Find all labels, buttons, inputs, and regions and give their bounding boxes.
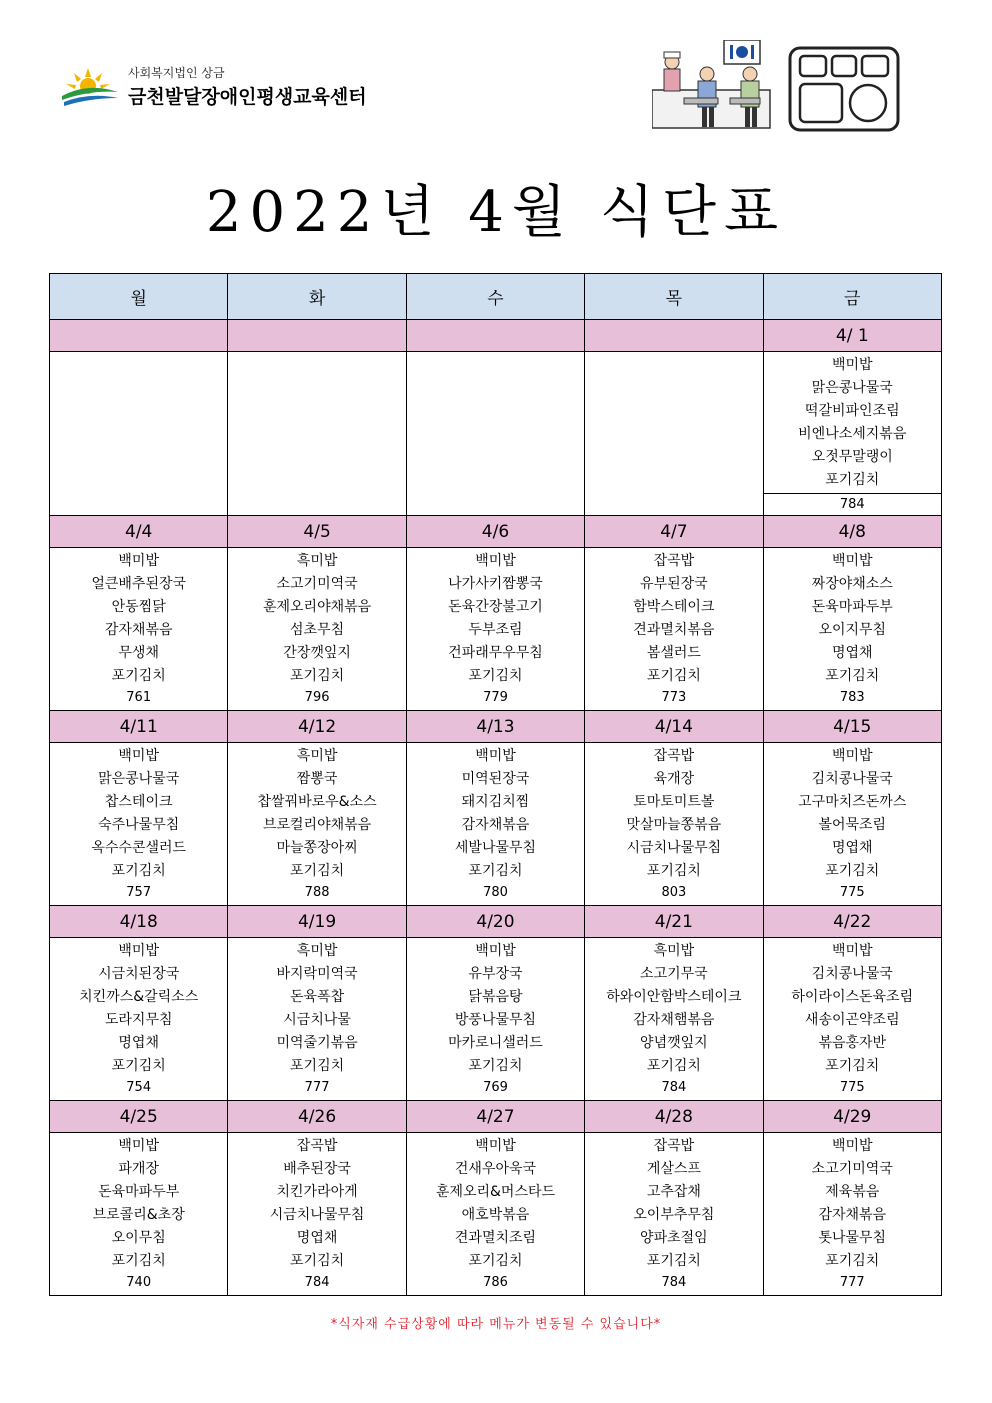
date-cell: 4/8 bbox=[763, 516, 941, 548]
date-row bbox=[50, 1101, 942, 1133]
calorie-value: 775 bbox=[839, 885, 865, 900]
calorie-value: 796 bbox=[304, 690, 330, 705]
menu-item: 포기김치 bbox=[290, 1253, 345, 1269]
menu-item: 포기김치 bbox=[290, 863, 345, 879]
calorie-value: 784 bbox=[661, 1275, 687, 1290]
menu-item: 백미밥 bbox=[831, 1138, 873, 1154]
menu-item: 치킨까스&갈릭소스 bbox=[79, 989, 199, 1005]
menu-item: 잡곡밥 bbox=[296, 1138, 338, 1154]
date-row bbox=[50, 711, 942, 743]
menu-item: 포기김치 bbox=[111, 863, 166, 879]
menu-item: 볶음홍자반 bbox=[818, 1035, 887, 1051]
menu-item: 미역된장국 bbox=[461, 771, 530, 787]
menu-item: 명엽채 bbox=[831, 645, 873, 661]
day-menu-cell bbox=[763, 1133, 941, 1296]
menu-item: 브로컬리야채볶음 bbox=[262, 817, 372, 833]
menu-list bbox=[764, 352, 941, 492]
menu-item: 배추된장국 bbox=[283, 1161, 351, 1177]
menu-item: 미역줄기볶음 bbox=[276, 1035, 358, 1051]
calorie-value: 784 bbox=[661, 1080, 687, 1095]
date-cell: 4/29 bbox=[763, 1101, 941, 1133]
date-cell: 4/4 bbox=[50, 516, 228, 548]
menu-item: 세발나물무침 bbox=[454, 840, 537, 856]
calorie-value: 773 bbox=[661, 690, 687, 705]
menu-row bbox=[50, 743, 942, 906]
menu-item: 잡곡밥 bbox=[653, 748, 695, 764]
org-subtitle: 사회복지법인 상금 bbox=[128, 66, 225, 80]
menu-item: 백미밥 bbox=[831, 748, 873, 764]
menu-item: 마늘쫑장아찌 bbox=[276, 840, 358, 856]
date-cell: 4/26 bbox=[228, 1101, 406, 1133]
menu-row bbox=[50, 352, 942, 516]
menu-row bbox=[50, 1133, 942, 1296]
menu-item: 견과멸치볶음 bbox=[633, 622, 715, 638]
menu-item: 하이라이스돈육조림 bbox=[791, 989, 914, 1005]
menu-list bbox=[407, 352, 584, 354]
date-cell: 4/14 bbox=[585, 711, 763, 743]
day-menu-cell bbox=[406, 938, 584, 1101]
day-menu-cell bbox=[50, 548, 228, 711]
day-menu-cell bbox=[228, 743, 406, 906]
menu-item: 하와이안함박스테이크 bbox=[606, 989, 742, 1005]
menu-item: 명엽채 bbox=[296, 1230, 338, 1246]
menu-item: 돈육마파두부 bbox=[98, 1184, 180, 1200]
menu-item: 닭볶음탕 bbox=[468, 989, 523, 1005]
menu-item: 돼지김치찜 bbox=[461, 794, 530, 810]
menu-item: 흑미밥 bbox=[653, 943, 695, 959]
day-menu-cell bbox=[585, 352, 763, 516]
date-row bbox=[50, 516, 942, 548]
menu-item: 백미밥 bbox=[831, 553, 873, 569]
menu-item: 포기김치 bbox=[646, 1058, 701, 1074]
menu-item: 감자채볶음 bbox=[104, 622, 173, 638]
menu-item: 애호박볶음 bbox=[461, 1207, 530, 1223]
menu-item: 포기김치 bbox=[111, 668, 166, 684]
menu-item: 포기김치 bbox=[825, 472, 880, 488]
menu-list bbox=[50, 743, 227, 883]
menu-item: 마카로니샐러드 bbox=[448, 1035, 543, 1051]
menu-item: 포기김치 bbox=[825, 863, 880, 879]
date-cell: 4/19 bbox=[228, 906, 406, 938]
menu-item: 감자채햄볶음 bbox=[633, 1012, 715, 1028]
menu-item: 게살스프 bbox=[646, 1161, 701, 1177]
menu-row bbox=[50, 548, 942, 711]
menu-item: 포기김치 bbox=[290, 668, 345, 684]
menu-list bbox=[764, 1133, 941, 1273]
menu-list bbox=[585, 938, 762, 1078]
menu-item: 포기김치 bbox=[825, 1253, 880, 1269]
menu-item: 포기김치 bbox=[111, 1058, 166, 1074]
calorie-value: 761 bbox=[126, 690, 152, 705]
date-cell: 4/15 bbox=[763, 711, 941, 743]
menu-item: 나가사키짬뽕국 bbox=[448, 576, 543, 592]
calorie-value: 788 bbox=[304, 885, 330, 900]
menu-list bbox=[228, 352, 405, 354]
org-logo bbox=[60, 62, 400, 112]
menu-item: 오이부추무침 bbox=[633, 1207, 715, 1223]
day-menu-cell bbox=[228, 352, 406, 516]
menu-item: 포기김치 bbox=[468, 1058, 523, 1074]
menu-item: 김치콩나물국 bbox=[811, 966, 893, 982]
date-cell: 4/25 bbox=[50, 1101, 228, 1133]
menu-item: 소고기미역국 bbox=[276, 576, 358, 592]
menu-list bbox=[50, 1133, 227, 1273]
date-cell bbox=[50, 320, 228, 352]
menu-list bbox=[585, 352, 762, 354]
menu-item: 돈육간장불고기 bbox=[448, 599, 543, 615]
date-cell: 4/11 bbox=[50, 711, 228, 743]
menu-item: 포기김치 bbox=[646, 863, 701, 879]
menu-item: 맛살마늘쫑볶음 bbox=[626, 817, 722, 833]
calorie-value: 777 bbox=[304, 1080, 330, 1095]
menu-item: 짜장야채소스 bbox=[811, 576, 893, 592]
menu-item: 유부된장국 bbox=[640, 576, 708, 592]
day-menu-cell bbox=[763, 938, 941, 1101]
menu-item: 백미밥 bbox=[118, 553, 159, 569]
menu-item: 흑미밥 bbox=[296, 553, 338, 569]
menu-item: 방풍나물무침 bbox=[454, 1012, 537, 1028]
page-title: 2022년 4월 식단표 bbox=[205, 180, 787, 245]
menu-item: 돈육마파두부 bbox=[811, 599, 893, 615]
menu-list bbox=[228, 743, 405, 883]
menu-list bbox=[228, 548, 405, 688]
calorie-value: 784 bbox=[304, 1275, 330, 1290]
date-row bbox=[50, 906, 942, 938]
date-row bbox=[50, 320, 942, 352]
menu-list bbox=[50, 352, 227, 354]
menu-item: 포기김치 bbox=[646, 1253, 701, 1269]
weekday-fri: 금 bbox=[763, 274, 941, 320]
menu-item: 시금치나물무침 bbox=[626, 840, 722, 856]
day-menu-cell bbox=[763, 743, 941, 906]
calorie-value: 777 bbox=[839, 1275, 865, 1290]
menu-item: 봄샐러드 bbox=[646, 645, 701, 661]
menu-item: 포기김치 bbox=[290, 1058, 345, 1074]
day-menu-cell bbox=[50, 1133, 228, 1296]
menu-change-notice: *식자재 수급상황에 따라 메뉴가 변동될 수 있습니다* bbox=[330, 1317, 662, 1332]
calorie-value: 757 bbox=[126, 885, 152, 900]
menu-list bbox=[228, 1133, 405, 1273]
cafeteria-illustration-icon bbox=[652, 40, 772, 132]
menu-item: 백미밥 bbox=[475, 1138, 516, 1154]
menu-list bbox=[407, 1133, 584, 1273]
day-menu-cell bbox=[50, 938, 228, 1101]
menu-item: 시금치나물무침 bbox=[269, 1207, 365, 1223]
menu-item: 백미밥 bbox=[475, 943, 516, 959]
weeks-body bbox=[50, 320, 942, 1296]
day-menu-cell bbox=[763, 548, 941, 711]
date-cell: 4/21 bbox=[585, 906, 763, 938]
menu-item: 백미밥 bbox=[118, 943, 159, 959]
menu-item: 백미밥 bbox=[118, 748, 159, 764]
menu-item: 훈제오리&머스타드 bbox=[435, 1184, 556, 1200]
menu-item: 김치콩나물국 bbox=[811, 771, 893, 787]
menu-item: 감자채볶음 bbox=[818, 1207, 887, 1223]
calorie-value: 779 bbox=[483, 690, 508, 705]
menu-item: 브로콜리&초장 bbox=[92, 1207, 185, 1223]
date-cell: 4/28 bbox=[585, 1101, 763, 1133]
day-menu-cell bbox=[228, 1133, 406, 1296]
menu-item: 두부조림 bbox=[468, 622, 523, 638]
calorie-value: 784 bbox=[764, 493, 941, 515]
menu-list bbox=[585, 743, 762, 883]
date-cell bbox=[585, 320, 763, 352]
menu-item: 포기김치 bbox=[111, 1253, 166, 1269]
menu-item: 시금치나물 bbox=[283, 1012, 351, 1028]
menu-item: 고구마치즈돈까스 bbox=[798, 794, 907, 810]
weekday-mon: 월 bbox=[50, 274, 228, 320]
day-menu-cell bbox=[406, 743, 584, 906]
weekday-tue: 화 bbox=[228, 274, 406, 320]
day-menu-cell bbox=[585, 1133, 763, 1296]
menu-item: 비엔나소세지볶음 bbox=[798, 426, 907, 442]
day-menu-cell bbox=[585, 938, 763, 1101]
weekday-header-row bbox=[50, 274, 942, 320]
menu-item: 무생채 bbox=[118, 645, 159, 661]
menu-item: 오이지무침 bbox=[818, 622, 887, 638]
menu-list bbox=[764, 548, 941, 688]
menu-item: 맑은콩나물국 bbox=[811, 380, 893, 396]
menu-item: 간장깻잎지 bbox=[283, 645, 351, 661]
date-cell: 4/ 1 bbox=[763, 320, 941, 352]
date-cell: 4/6 bbox=[406, 516, 584, 548]
menu-item: 숙주나물무침 bbox=[98, 817, 180, 833]
menu-item: 고추잡채 bbox=[646, 1184, 701, 1200]
day-menu-cell bbox=[50, 743, 228, 906]
menu-item: 백미밥 bbox=[475, 748, 516, 764]
menu-item: 건파래무우무침 bbox=[448, 645, 543, 661]
weekday-thu: 목 bbox=[585, 274, 763, 320]
menu-item: 소고기무국 bbox=[640, 966, 708, 982]
day-menu-cell bbox=[228, 938, 406, 1101]
menu-item: 돈육폭찹 bbox=[290, 989, 345, 1005]
menu-list bbox=[50, 548, 227, 688]
meal-calendar-table bbox=[49, 273, 942, 1296]
menu-item: 옥수수콘샐러드 bbox=[91, 840, 187, 856]
menu-list bbox=[585, 1133, 762, 1273]
menu-list bbox=[228, 938, 405, 1078]
menu-list bbox=[407, 743, 584, 883]
date-cell bbox=[228, 320, 406, 352]
menu-item: 토마토미트볼 bbox=[633, 794, 715, 810]
menu-item: 함박스테이크 bbox=[633, 599, 715, 615]
weekday-wed: 수 bbox=[406, 274, 584, 320]
calorie-value: 775 bbox=[839, 1080, 865, 1095]
menu-item: 건새우아욱국 bbox=[454, 1161, 537, 1177]
calorie-value: 803 bbox=[661, 885, 687, 900]
date-cell: 4/20 bbox=[406, 906, 584, 938]
menu-item: 시금치된장국 bbox=[98, 966, 180, 982]
menu-item: 감자채볶음 bbox=[461, 817, 530, 833]
menu-item: 백미밥 bbox=[475, 553, 516, 569]
menu-item: 양파초절임 bbox=[640, 1230, 708, 1246]
day-menu-cell bbox=[228, 548, 406, 711]
day-menu-cell bbox=[406, 548, 584, 711]
menu-item: 치킨가라아게 bbox=[276, 1184, 358, 1200]
menu-item: 유부장국 bbox=[468, 966, 523, 982]
date-cell bbox=[406, 320, 584, 352]
menu-item: 육개장 bbox=[653, 771, 695, 787]
menu-item: 찹쌀꿔바로우&소스 bbox=[257, 794, 377, 810]
calorie-value: 754 bbox=[126, 1080, 152, 1095]
date-cell: 4/22 bbox=[763, 906, 941, 938]
menu-item: 안동찜닭 bbox=[111, 599, 166, 615]
menu-item: 톳나물무침 bbox=[818, 1230, 887, 1246]
menu-item: 오이무침 bbox=[111, 1230, 166, 1246]
menu-list bbox=[764, 938, 941, 1078]
date-cell: 4/5 bbox=[228, 516, 406, 548]
menu-item: 명엽채 bbox=[118, 1035, 159, 1051]
day-menu-cell bbox=[406, 1133, 584, 1296]
menu-list bbox=[585, 548, 762, 688]
menu-item: 명엽채 bbox=[831, 840, 873, 856]
menu-item: 양념깻잎지 bbox=[640, 1035, 708, 1051]
menu-item: 찹스테이크 bbox=[104, 794, 173, 810]
menu-item: 포기김치 bbox=[646, 668, 701, 684]
day-menu-cell bbox=[585, 743, 763, 906]
menu-item: 흑미밥 bbox=[296, 943, 338, 959]
date-cell: 4/13 bbox=[406, 711, 584, 743]
calorie-value: 780 bbox=[483, 885, 508, 900]
menu-list bbox=[407, 938, 584, 1078]
menu-item: 훈제오리야채볶음 bbox=[262, 599, 372, 615]
menu-item: 포기김치 bbox=[468, 1253, 523, 1269]
calorie-value: 769 bbox=[483, 1080, 508, 1095]
calorie-value: 783 bbox=[839, 690, 865, 705]
day-menu-cell bbox=[406, 352, 584, 516]
menu-item: 새송이곤약조림 bbox=[804, 1012, 900, 1028]
menu-item: 섬초무침 bbox=[290, 622, 345, 638]
menu-item: 제육볶음 bbox=[825, 1184, 880, 1200]
sun-logo-icon bbox=[60, 66, 120, 106]
day-menu-cell bbox=[50, 352, 228, 516]
calorie-value: 786 bbox=[483, 1275, 508, 1290]
menu-list bbox=[50, 938, 227, 1078]
calorie-value: 740 bbox=[126, 1275, 152, 1290]
menu-item: 맑은콩나물국 bbox=[98, 771, 180, 787]
menu-list bbox=[764, 743, 941, 883]
menu-row bbox=[50, 938, 942, 1101]
menu-item: 포기김치 bbox=[468, 863, 523, 879]
menu-item: 백미밥 bbox=[831, 943, 873, 959]
org-name: 금천발달장애인평생교육센터 bbox=[128, 86, 367, 108]
menu-item: 떡갈비파인조림 bbox=[804, 403, 900, 419]
date-cell: 4/12 bbox=[228, 711, 406, 743]
date-cell: 4/7 bbox=[585, 516, 763, 548]
menu-item: 포기김치 bbox=[825, 668, 880, 684]
menu-item: 도라지무침 bbox=[104, 1012, 173, 1028]
menu-item: 견과멸치조림 bbox=[454, 1230, 537, 1246]
menu-item: 포기김치 bbox=[825, 1058, 880, 1074]
menu-item: 백미밥 bbox=[831, 357, 873, 373]
menu-item: 볼어묵조림 bbox=[818, 817, 887, 833]
menu-list bbox=[407, 548, 584, 688]
date-cell: 4/18 bbox=[50, 906, 228, 938]
menu-item: 잡곡밥 bbox=[653, 1138, 695, 1154]
menu-item: 소고기미역국 bbox=[811, 1161, 893, 1177]
menu-item: 흑미밥 bbox=[296, 748, 338, 764]
menu-item: 바지락미역국 bbox=[276, 966, 358, 982]
menu-item: 오젓무말랭이 bbox=[811, 449, 893, 465]
menu-item: 얼큰배추된장국 bbox=[91, 576, 187, 592]
menu-item: 잡곡밥 bbox=[653, 553, 695, 569]
meal-tray-icon bbox=[788, 46, 900, 132]
menu-item: 백미밥 bbox=[118, 1138, 159, 1154]
date-cell: 4/27 bbox=[406, 1101, 584, 1133]
menu-item: 짬뽕국 bbox=[296, 771, 338, 787]
menu-item: 포기김치 bbox=[468, 668, 523, 684]
day-menu-cell bbox=[585, 548, 763, 711]
day-menu-cell bbox=[763, 352, 941, 516]
menu-item: 파개장 bbox=[118, 1161, 159, 1177]
